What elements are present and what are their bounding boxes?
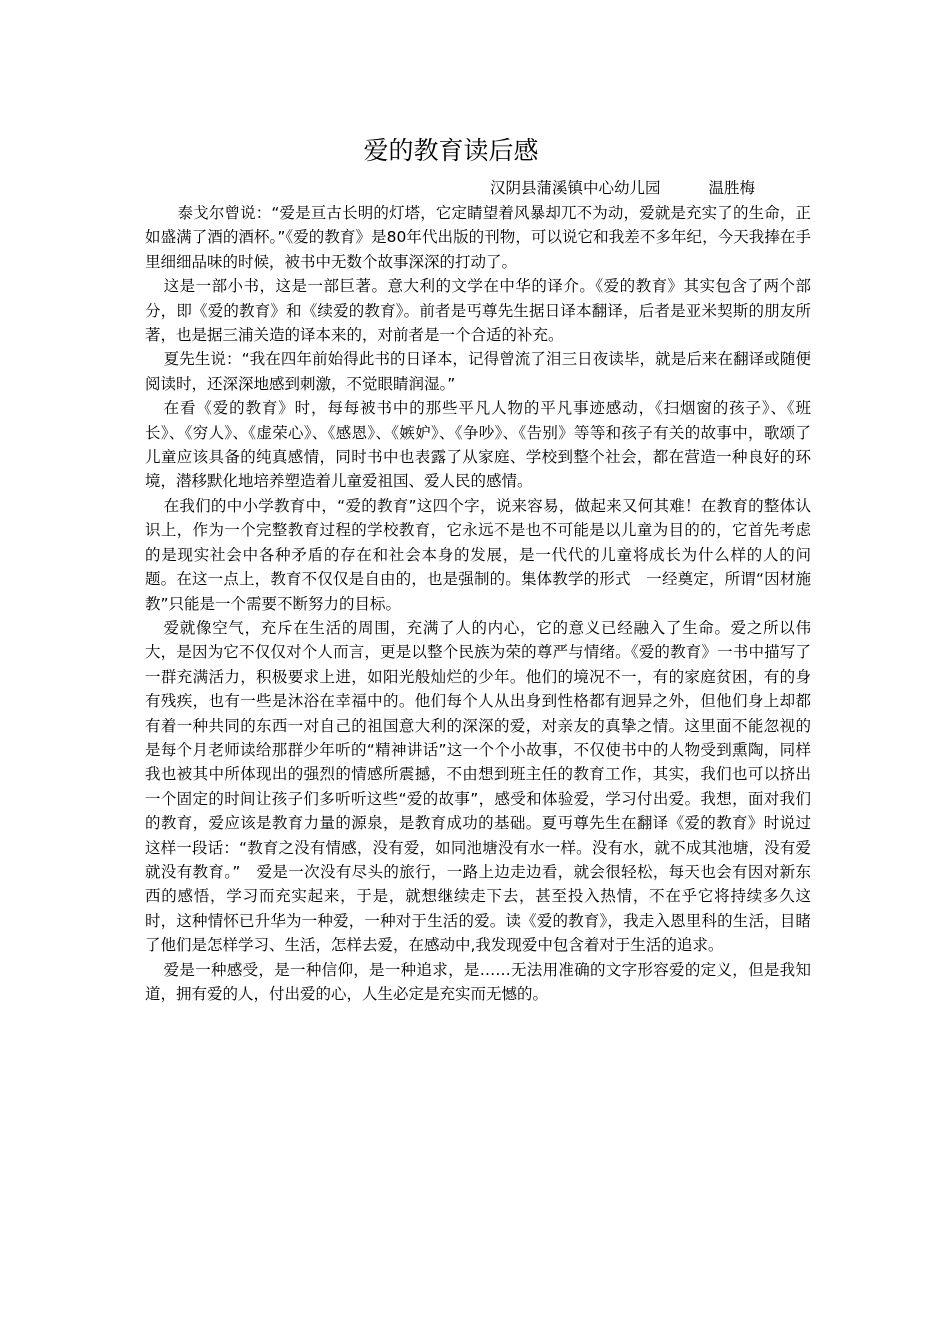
paragraph-4: 在看《爱的教育》时，每每被书中的那些平凡人物的平凡事迹感动，《扫烟窗的孩子》、《班长》、《穷人》、《虚荣心》、《感恩》、《嫉妒》、《争吵》、《告别》等等和孩子有关的故事中，歌颂了儿童应该具备的纯真感情，同时书中也表露了从家庭、学校到整个社会，都在营造一种良好的环境，潜移默化地培养塑造着儿童爱祖国、爱人民的感情。 bbox=[145, 399, 811, 491]
byline-author: 温胜梅 bbox=[708, 179, 756, 197]
paragraph-7: 爱是一种感受，是一种信仰，是一种追求，是……无法用准确的文字形容爱的定义，但是我知道，拥有爱的人，付出爱的心，人生必定是充实而无憾的。 bbox=[145, 960, 811, 1003]
byline bbox=[490, 176, 755, 200]
paragraph-5: 在我们的中小学教育中，“爱的教育”这四个字，说来容易，做起来又何其难！在教育的整体认识上，作为一个完整教育过程的学校教育，它永远不是也不可能是以儿童为目的的，它首先考虑的是现实社会中各种矛盾的存在和社会本身的发展，是一代代的儿童将成长为什么样的人的问题。在这一点上，教育不仅仅是自由的，也是强制的。集体教学的形式 一经奠定，所谓“因材施教”只能是一个需要不断努力的目标。 bbox=[145, 496, 811, 613]
paragraph-1: 泰戈尔曾说：“爱是亘古长明的灯塔，它定睛望着风暴却兀不为动，爱就是充实了的生命，正如盛满了酒的酒杯。”《爱的教育》是80年代出版的刊物，可以说它和我差不多年纪，今天我捧在手里细细品味的时候，被书中无数个故事深深的打动了。 bbox=[145, 204, 811, 271]
paragraph-2: 这是一部小书，这是一部巨著。意大利的文学在中华的译介。《爱的教育》其实包含了两个部分，即《爱的教育》和《续爱的教育》。前者是丐尊先生据日译本翻译，后者是亚米契斯的朋友所著，也是据三浦关造的译本来的，对前者是一个合适的补充。 bbox=[145, 277, 811, 345]
paragraph-3: 夏先生说：“我在四年前始得此书的日译本，记得曾流了泪三日夜读毕，就是后来在翻译或随便阅读时，还深深地感到刺激，不觉眼睛润湿。” bbox=[145, 350, 811, 393]
body-text bbox=[145, 201, 811, 1006]
paragraph-6: 爱就像空气，充斥在生活的周围，充满了人的内心，它的意义已经融入了生命。爱之所以伟大，是因为它不仅仅对个人而言，更是以整个民族为荣的尊严与情绪。《爱的教育》一书中描写了一群充满活力，积极要求上进，如阳光般灿烂的少年。他们的境况不一，有的家庭贫困，有的身有残疾，也有一些是沐浴在幸福中的。他们每个人从出身到性格都有迥异之外，但他们身上却都有着一种共同的东西一对自己的祖国意大利的深深的爱，对亲友的真挚之情。这里面不能忽视的是每个月老师读给那群少年听的“精神讲话”这一个个小故事，不仅使书中的人物受到熏陶，同样我也被其中所体现出的强烈的情感所震撼，不由想到班主任的教育工作，其实，我们也可以挤出一个固定的时间让孩子们多听听这些“爱的故事”，感受和体验爱，学习付出爱。我想，面对我们的教育，爱应该是教育力量的源泉，是教育成功的基础。夏丏尊先生在翻译《爱的教育》时说过这样一段话：“教育之没有情感，没有爱，如同池塘没有水一样。没有水，就不成其池塘，没有爱就没有教育。” 爱是一次没有尽头的旅行，一路上边走边看，就会很轻松，每天也会有因对新东西的感悟，学习而充实起来，于是，就想继续走下去，甚至投入热情，不在乎它将持续多久这时，这种情怀已升华为一种爱，一种对于生活的爱。读《爱的教育》，我走入恩里科的生活，目睹了他们是怎样学习、生活，怎样去爱，在感动中,我发现爱中包含着对于生活的追求。 bbox=[145, 618, 811, 955]
byline-organization: 汉阴县蒲溪镇中心幼儿园 bbox=[490, 179, 661, 197]
document-title: 爱的教育读后感 bbox=[363, 136, 539, 165]
